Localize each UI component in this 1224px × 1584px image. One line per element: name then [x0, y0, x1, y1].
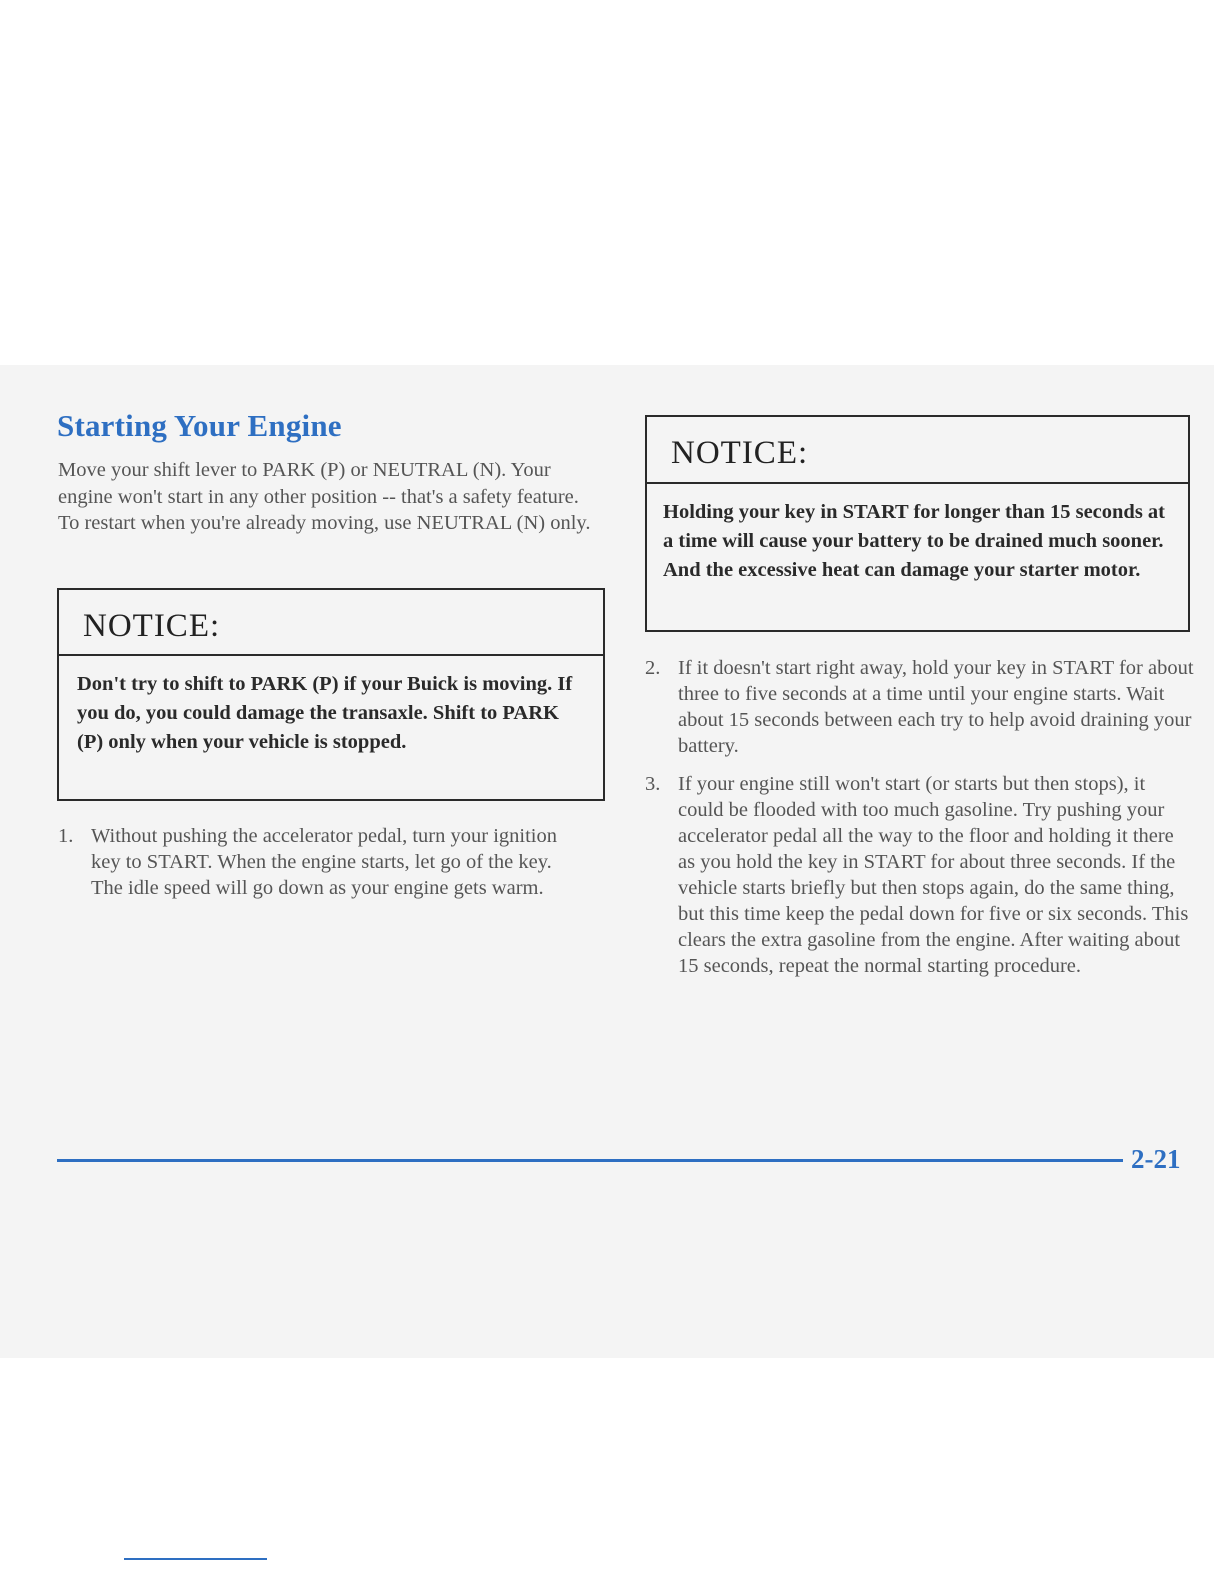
notice-heading: NOTICE:: [647, 417, 1188, 484]
step-number: 2.: [645, 657, 661, 679]
step-text: If your engine still won't start (or starts but then stops), it could be flooded with too much gasoline. Try pushing your accelerator pedal all the way to the floor and holding it there as you hold the key in START for about three seconds. If the vehicle starts briefly but then stops again, do the same thing, but this time keep the pedal down for five or six seconds. This clears the extra gasoline from the engine. After waiting about 15 seconds, repeat the normal starting procedure.: [678, 773, 1189, 977]
list-item: [645, 771, 1195, 979]
step-text: If it doesn't start right away, hold your key in START for about three to five seconds at a time until your engine starts. Wait about 15 seconds between each try to help avoid draining your battery.: [678, 657, 1194, 757]
section-title: Starting Your Engine: [57, 408, 342, 443]
notice-box-shift-park: [57, 588, 605, 801]
step-text: Without pushing the accelerator pedal, turn your ignition key to START. When the engine starts, let go of the key. The idle speed will go down as your engine gets warm.: [91, 825, 557, 899]
footer-divider: [57, 1159, 1123, 1162]
notice-box-key-start: [645, 415, 1190, 632]
list-item: [58, 823, 578, 901]
page-number: 2-21: [1131, 1144, 1181, 1174]
notice-heading: NOTICE:: [59, 590, 603, 656]
list-item: [645, 655, 1195, 759]
notice-text: Don't try to shift to PARK (P) if your Buick is moving. If you do, you could damage the transaxle. Shift to PARK (P) only when your vehicle is stopped.: [77, 673, 573, 753]
intro-paragraph: Move your shift lever to PARK (P) or NEUTRAL (N). Your engine won't start in any other position -- that's a safety feature. To restart when you're already moving, use NEUTRAL (N) only.: [58, 459, 591, 534]
step-number: 3.: [645, 773, 661, 795]
notice-text: Holding your key in START for longer than 15 seconds at a time will cause your battery to be drained much sooner. And the excessive heat can damage your starter motor.: [663, 501, 1165, 581]
footer-link-underline[interactable]: [124, 1558, 267, 1560]
step-number: 1.: [58, 825, 74, 847]
